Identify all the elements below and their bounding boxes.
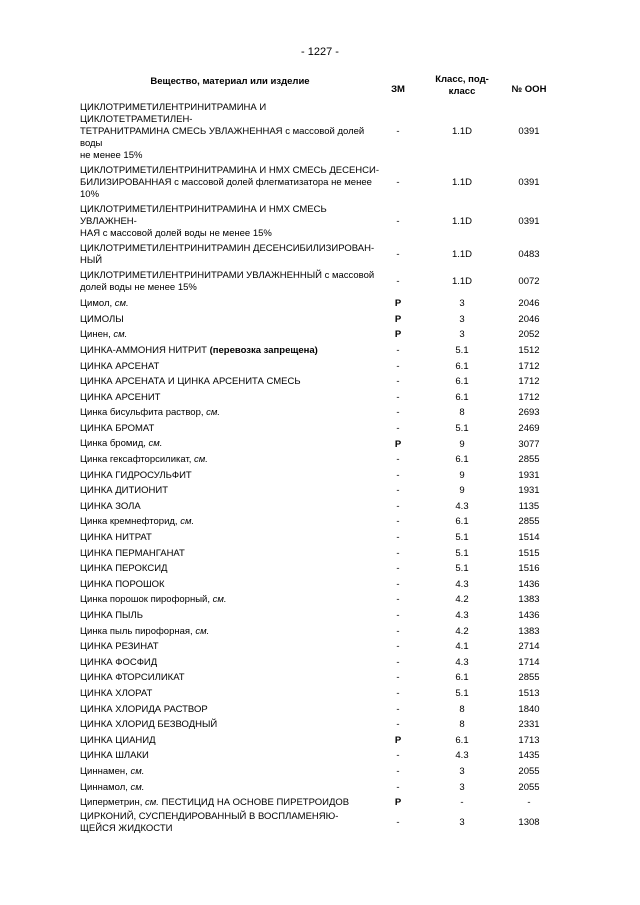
substance-name: Цинен, см. (80, 329, 128, 341)
marine-pollutant-cell: P (394, 797, 402, 809)
class-cell: 8 (459, 719, 465, 731)
table-row (0, 733, 640, 749)
un-number-cell: 1383 (518, 594, 540, 606)
substance-name: ЦИКЛОТРИМЕТИЛЕНТРИНИТРАМИНА И ЦИКЛОТЕТРАМЕТИЛЕН- ТЕТРАНИТРАМИНА СМЕСЬ УВЛАЖНЕННАЯ с массовой долей воды не менее 15% (80, 102, 365, 162)
un-number-cell: 1931 (518, 485, 540, 497)
substance-name: ЦИКЛОТРИМЕТИЛЕНТРИНИТРАМИНА И НМХ СМЕСЬ УВЛАЖНЕН- НАЯ с массовой долей воды не менее 15% (80, 203, 327, 240)
marine-pollutant-cell: P (394, 438, 402, 450)
substance-name: Цинка бромид, см. (80, 438, 163, 450)
marine-pollutant-cell: P (394, 734, 402, 746)
substance-name: Цимол, см. (80, 298, 129, 310)
header-marine-pollutant: ЗМ (391, 84, 405, 95)
un-number-cell: 1435 (518, 750, 540, 762)
substance-name: ЦИКЛОТРИМЕТИЛЕНТРИНИТРАМИН ДЕСЕНСИБИЛИЗИРОВАН- НЫЙ (80, 242, 375, 266)
marine-pollutant-cell: - (396, 344, 400, 356)
table-row (0, 749, 640, 765)
un-number-cell: 2046 (518, 313, 540, 325)
marine-pollutant-cell: - (396, 719, 400, 731)
table-row (0, 204, 640, 240)
un-number-cell: 1712 (518, 391, 540, 403)
header-un-number: № ООН (511, 84, 547, 95)
class-cell: 6.1 (455, 454, 469, 466)
substance-name: ЦИНКА АРСЕНИТ (80, 391, 161, 403)
substance-name: ЦИНКА ПЫЛЬ (80, 610, 143, 621)
substance-table (0, 102, 640, 838)
substance-name: ЦИМОЛЫ (80, 313, 124, 325)
table-row (0, 593, 640, 609)
marine-pollutant-cell: P (394, 313, 402, 325)
table-row (0, 484, 640, 500)
table-row (0, 780, 640, 796)
table-row (0, 102, 640, 162)
marine-pollutant-cell: - (396, 578, 400, 590)
class-cell: 4.2 (455, 594, 469, 606)
un-number-cell: 0483 (518, 248, 540, 260)
un-number-cell: 1383 (518, 625, 540, 637)
table-row (0, 437, 640, 453)
table-row (0, 561, 640, 577)
class-cell: 6.1 (455, 360, 469, 372)
marine-pollutant-cell: - (396, 641, 400, 653)
class-cell: 4.3 (455, 750, 469, 762)
marine-pollutant-cell: P (394, 329, 402, 341)
un-number-cell: 1840 (518, 703, 540, 715)
table-row (0, 312, 640, 328)
un-number-cell: 1515 (518, 547, 540, 559)
marine-pollutant-cell: - (396, 817, 400, 829)
table-row (0, 608, 640, 624)
un-number-cell: 1931 (518, 469, 540, 481)
table-row (0, 764, 640, 780)
class-cell: 3 (459, 765, 465, 777)
table-row (0, 639, 640, 655)
substance-name: ЦИНКА ФТОРСИЛИКАТ (80, 672, 185, 684)
table-row (0, 717, 640, 733)
table-row (0, 811, 640, 835)
marine-pollutant-cell: - (396, 407, 400, 419)
marine-pollutant-cell: - (396, 547, 400, 559)
marine-pollutant-cell: - (396, 594, 400, 606)
page-number: - 1227 - (301, 46, 339, 58)
class-cell: 4.3 (455, 578, 469, 590)
table-row (0, 795, 640, 811)
marine-pollutant-cell: - (396, 275, 400, 287)
class-cell: 3 (459, 298, 465, 310)
class-cell: 6.1 (455, 516, 469, 528)
header-substance: Вещество, материал или изделие (150, 76, 310, 87)
un-number-cell: 1514 (518, 532, 540, 544)
table-row (0, 243, 640, 267)
class-cell: 3 (459, 817, 465, 829)
substance-name: ЦИНКА ПЕРМАНГАНАТ (80, 547, 185, 559)
substance-name: Цинка порошок пирофорный, см. (80, 594, 227, 606)
substance-name: ЦИНКА ПОРОШОК (80, 578, 165, 590)
class-cell: 9 (459, 469, 465, 481)
class-cell: 5.1 (455, 422, 469, 434)
un-number-cell: 2052 (518, 329, 540, 341)
marine-pollutant-cell: - (396, 563, 400, 575)
table-row (0, 671, 640, 687)
table-row (0, 468, 640, 484)
un-number-cell: 0391 (518, 177, 540, 189)
un-number-cell: 1712 (518, 376, 540, 388)
class-cell: 1.1D (451, 275, 473, 287)
marine-pollutant-cell: - (396, 360, 400, 372)
substance-name: ЦИНКА ФОСФИД (80, 656, 158, 668)
substance-name: ЦИКЛОТРИМЕТИЛЕНТРИНИТРАМИ УВЛАЖНЕННЫЙ с массовой долей воды не менее 15% (80, 269, 375, 293)
marine-pollutant-cell: - (396, 454, 400, 466)
marine-pollutant-cell: - (396, 625, 400, 637)
table-row (0, 328, 640, 344)
class-cell: 1.1D (451, 126, 473, 138)
un-number-cell: - (527, 797, 531, 809)
table-row (0, 515, 640, 531)
class-cell: 1.1D (451, 248, 473, 260)
class-cell: 4.1 (455, 641, 469, 653)
class-cell: 1.1D (451, 216, 473, 228)
class-cell: 6.1 (455, 391, 469, 403)
un-number-cell: 3077 (518, 438, 540, 450)
table-row (0, 546, 640, 562)
un-number-cell: 2855 (518, 672, 540, 684)
substance-name: ЦИНКА ШЛАКИ (80, 750, 149, 762)
header-class: Класс, под- класс (435, 74, 489, 97)
un-number-cell: 1712 (518, 360, 540, 372)
table-row (0, 577, 640, 593)
un-number-cell: 1714 (518, 656, 540, 668)
class-cell: 4.2 (455, 625, 469, 637)
marine-pollutant-cell: - (396, 781, 400, 793)
marine-pollutant-cell: - (396, 422, 400, 434)
table-row (0, 452, 640, 468)
class-cell: 5.1 (455, 344, 469, 356)
substance-name: Циннамен, см. (80, 765, 145, 777)
un-number-cell: 2714 (518, 641, 540, 653)
marine-pollutant-cell: - (396, 687, 400, 699)
table-row (0, 359, 640, 375)
substance-name: ЦИНКА ХЛОРИДА РАСТВОР (80, 703, 208, 715)
class-cell: 3 (459, 313, 465, 325)
un-number-cell: 2046 (518, 298, 540, 310)
table-row (0, 165, 640, 201)
class-cell: 8 (459, 703, 465, 715)
marine-pollutant-cell: - (396, 469, 400, 481)
table-row (0, 270, 640, 294)
un-number-cell: 1436 (518, 610, 540, 621)
substance-name: ЦИНКА ХЛОРАТ (80, 687, 153, 699)
class-cell: 4.3 (455, 610, 469, 621)
table-row (0, 343, 640, 359)
class-cell: 1.1D (451, 177, 473, 189)
class-cell: - (460, 797, 464, 809)
class-cell: 6.1 (455, 672, 469, 684)
substance-name: ЦИНКА РЕЗИНАТ (80, 641, 159, 653)
marine-pollutant-cell: - (396, 126, 400, 138)
un-number-cell: 2055 (518, 765, 540, 777)
substance-name: ЦИНКА НИТРАТ (80, 532, 152, 544)
table-row (0, 374, 640, 390)
class-cell: 6.1 (455, 376, 469, 388)
un-number-cell: 1512 (518, 344, 540, 356)
substance-name: Циперметрин, см. ПЕСТИЦИД НА ОСНОВЕ ПИРЕТРОИДОВ (80, 797, 350, 809)
un-number-cell: 1308 (518, 817, 540, 829)
marine-pollutant-cell: - (396, 516, 400, 528)
table-row (0, 702, 640, 718)
substance-name: ЦИНКА ХЛОРИД БЕЗВОДНЫЙ (80, 719, 218, 731)
table-row (0, 390, 640, 406)
substance-name: ЦИНКА ПЕРОКСИД (80, 563, 168, 575)
un-number-cell: 1513 (518, 687, 540, 699)
class-cell: 3 (459, 781, 465, 793)
table-row (0, 421, 640, 437)
un-number-cell: 2855 (518, 454, 540, 466)
marine-pollutant-cell: - (396, 672, 400, 684)
class-cell: 4.3 (455, 500, 469, 512)
substance-name: ЦИНКА ЗОЛА (80, 500, 141, 512)
marine-pollutant-cell: - (396, 391, 400, 403)
substance-name: Цинка гексафторсиликат, см. (80, 454, 208, 466)
table-row (0, 406, 640, 422)
substance-name: Цинка кремнефторид, см. (80, 516, 195, 528)
class-cell: 5.1 (455, 547, 469, 559)
marine-pollutant-cell: - (396, 750, 400, 762)
class-cell: 5.1 (455, 687, 469, 699)
table-row (0, 655, 640, 671)
table-row (0, 530, 640, 546)
marine-pollutant-cell: - (396, 248, 400, 260)
marine-pollutant-cell: - (396, 610, 400, 621)
substance-name: Циннамол, см. (80, 781, 145, 793)
un-number-cell: 1436 (518, 578, 540, 590)
class-cell: 5.1 (455, 563, 469, 575)
un-number-cell: 1516 (518, 563, 540, 575)
class-cell: 3 (459, 329, 465, 341)
substance-name: ЦИКЛОТРИМЕТИЛЕНТРИНИТРАМИНА И НМХ СМЕСЬ ДЕСЕНСИ- БИЛИЗИРОВАННАЯ с массовой долей флегматизатора не менее 10% (80, 165, 380, 201)
class-cell: 4.3 (455, 656, 469, 668)
un-number-cell: 1713 (518, 734, 540, 746)
substance-name: ЦИНКА БРОМАТ (80, 422, 155, 434)
un-number-cell: 2693 (518, 407, 540, 419)
class-cell: 5.1 (455, 532, 469, 544)
marine-pollutant-cell: - (396, 703, 400, 715)
un-number-cell: 0072 (518, 275, 540, 287)
table-row (0, 499, 640, 515)
marine-pollutant-cell: - (396, 485, 400, 497)
un-number-cell: 0391 (518, 126, 540, 138)
substance-name: ЦИРКОНИЙ, СУСПЕНДИРОВАННЫЙ В ВОСПЛАМЕНЯЮ- ЩЕЙСЯ ЖИДКОСТИ (80, 810, 339, 835)
substance-name: ЦИНКА ГИДРОСУЛЬФИТ (80, 469, 192, 481)
marine-pollutant-cell: - (396, 216, 400, 228)
substance-name: ЦИНКА ЦИАНИД (80, 734, 156, 746)
un-number-cell: 2331 (518, 719, 540, 731)
class-cell: 6.1 (455, 734, 469, 746)
un-number-cell: 2055 (518, 781, 540, 793)
marine-pollutant-cell: P (394, 298, 402, 310)
marine-pollutant-cell: - (396, 765, 400, 777)
marine-pollutant-cell: - (396, 500, 400, 512)
substance-name: Цинка бисульфита раствор, см. (80, 407, 221, 419)
substance-name: ЦИНКА ДИТИОНИТ (80, 485, 169, 497)
table-row (0, 296, 640, 312)
substance-name: ЦИНКА АРСЕНАТА И ЦИНКА АРСЕНИТА СМЕСЬ (80, 376, 301, 388)
substance-name: ЦИНКА АРСЕНАТ (80, 360, 160, 372)
table-row (0, 686, 640, 702)
class-cell: 8 (459, 407, 465, 419)
class-cell: 9 (459, 485, 465, 497)
un-number-cell: 2469 (518, 422, 540, 434)
marine-pollutant-cell: - (396, 656, 400, 668)
un-number-cell: 1135 (518, 500, 540, 512)
marine-pollutant-cell: - (396, 532, 400, 544)
un-number-cell: 0391 (518, 216, 540, 228)
substance-name: Цинка пыль пирофорная, см. (80, 625, 210, 637)
marine-pollutant-cell: - (396, 376, 400, 388)
un-number-cell: 2855 (518, 516, 540, 528)
marine-pollutant-cell: - (396, 177, 400, 189)
class-cell: 9 (459, 438, 465, 450)
substance-name: ЦИНКА-АММОНИЯ НИТРИТ (перевозка запрещена) (80, 344, 318, 356)
table-row (0, 624, 640, 640)
